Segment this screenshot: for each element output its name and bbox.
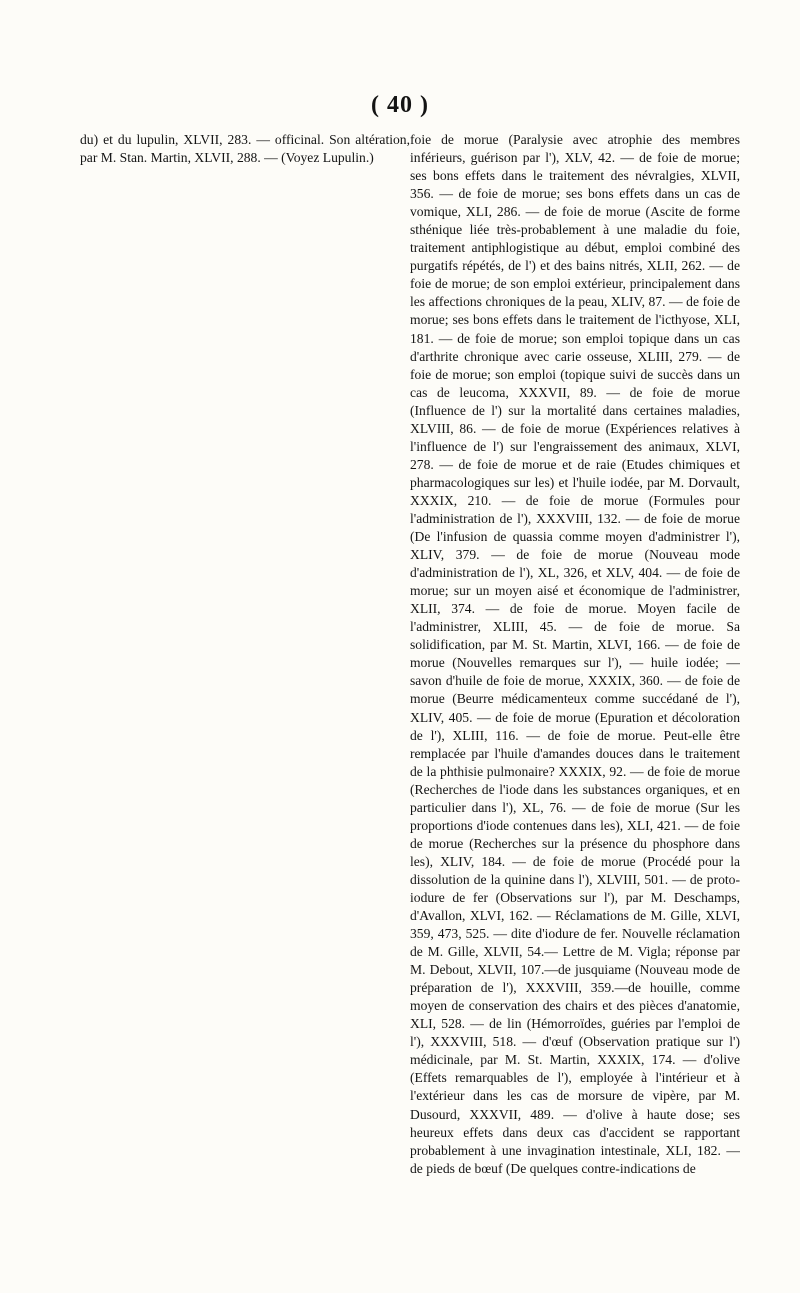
right-column (410, 131, 740, 1221)
page-number: ( 40 ) (371, 92, 429, 118)
index-entry: du) et du lupulin, XLVII, 283. — officinal. Son altération, par M. Stan. Martin, XLVII, 288. — (Voyez Lupulin.) (80, 132, 410, 166)
index-entry: foie de morue (Paralysie avec atrophie des membres inférieurs, guérison par l'), XLV, 42. — de foie de morue; ses bons effets dans le traitement des névralgies, XLVII, 356. — de foie de morue; ses bons effets dans un cas de vomique, XLI, 286. — de foie de morue (Ascite de forme sthénique liée très-probablement à une maladie du foie, traitement antiphlogistique au début, emploi combiné des purgatifs répétés, de l') et des bains nitrés, XLII, 262. — de foie de morue; de son emploi extérieur, principalement dans les affections chroniques de la peau, XLIV, 87. — de foie de morue; ses bons effets dans le traitement de l'icthyose, XLI, 181. — de foie de morue; son emploi topique dans un cas d'arthrite chronique avec carie osseuse, XLIII, 279. — de foie de morue; son emploi (topique suivi de succès dans un cas de leucoma, XXXVII, 89. — de foie de morue (Influence de l') sur la mortalité dans certaines maladies, XLVIII, 86. — de foie de morue (Expériences relatives à l'influence de l') sur l'engraissement des animaux, XLVI, 278. — de foie de morue et de raie (Etudes chimiques et pharmacologiques sur les) et l'huile iodée, par M. Dorvault, XXXIX, 210. — de foie de morue (Formules pour l'administration de l'), XXXVIII, 132. — de foie de morue (De l'infusion de quassia comme moyen d'administrer l'), XLIV, 379. — de foie de morue (Nouveau mode d'administration de l'), XL, 326, et XLV, 404. — de foie de morue; sur un moyen aisé et économique de l'administrer, XLII, 374. — de foie de morue. Moyen facile de l'administrer, XLIII, 45. — de foie de morue. Sa solidification, par M. St. Martin, XLVI, 166. — de foie de morue (Nouvelles remarques sur l'), — huile iodée; — savon d'huile de foie de morue, XXXIX, 360. — de foie de morue (Beurre médicamenteux comme succédané de l'), XLIV, 405. — de foie de morue (Epuration et décoloration de l'), XLIII, 116. — de foie de morue. Peut-elle être remplacée par l'huile d'amandes douces dans le traitement de la phthisie pulmonaire? XXXIX, 92. — de foie de morue (Recherches de l'iode dans les substances organiques, et en particulier dans l'), XL, 76. — de foie de morue (Sur les proportions d'iode contenues dans les), XLI, 421. — de foie de morue (Recherches sur la présence du phosphore dans les), XLIV, 184. — de foie de morue (Procédé pour la dissolution de la quinine dans l'), XLVIII, 501. — de proto-iodure de fer (Observations sur l'), par M. Deschamps, d'Avallon, XLVI, 162. — Réclamations de M. Gille, XLVI, 359, 473, 525. — dite d'iodure de fer. Nouvelle réclamation de M. Gille, XLVII, 54.— Lettre de M. Vigla; réponse par M. Debout, XLVII, 107.—de jusquiame (Nouveau mode de préparation de l'), XXXVIII, 359.—de houille, comme moyen de conservation des chairs et des pièces d'anatomie, XLI, 528. — de lin (Hémorroïdes, guéries par l'emploi de l'), XXXVIII, 518. — d'œuf (Observation pratique sur l') médicinale, par M. St. Martin, XXXIX, 174. — d'olive (Effets remarquables de l'), employée à l'intérieur et à l'extérieur dans les cas de morsure de vipère, par M. Dusourd, XXXVII, 489. — d'olive à haute dose; ses heureux effets dans deux cas d'accident se rapportant probablement à une invagination intestinale, XLI, 182. — de pieds de bœuf (De quelques contre-indications de (410, 132, 740, 1176)
left-column (80, 131, 410, 1221)
